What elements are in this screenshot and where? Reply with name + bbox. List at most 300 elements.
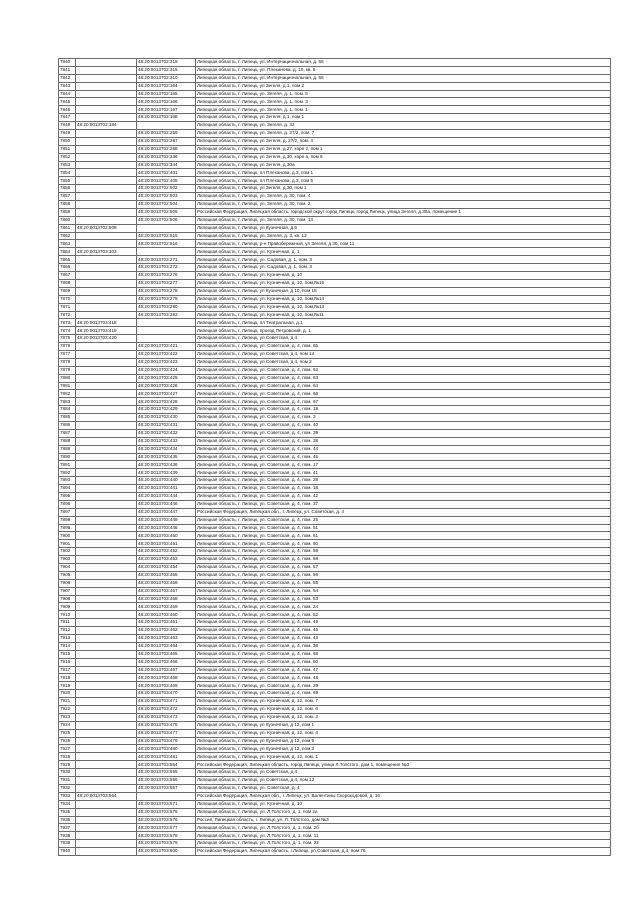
row-number-cell: 7925	[59, 729, 76, 737]
row-number-cell: 7890	[59, 453, 76, 461]
row-number-cell: 7916	[59, 658, 76, 666]
address-cell: Липецкая область, г. Липецк, ул. Зегеля, д. 30, пом. 2	[196, 201, 611, 209]
address-cell: Липецкая область, г. Липецк, ул. Советская, д. 4, пом. 53	[196, 595, 611, 603]
object-number-cell: 48:20:0013703:278	[137, 287, 196, 295]
row-number-cell: 7872	[59, 311, 76, 319]
row-number-cell: 7852	[59, 153, 76, 161]
address-cell: Липецкая область, г. Липецк, ул. Советская, д. 4, пом. 43	[196, 635, 611, 643]
object-number-cell: 48:20:0013703:433	[137, 437, 196, 445]
row-number-cell: 7854	[59, 169, 76, 177]
object-number-cell: 48:20:0013703:444	[137, 492, 196, 500]
row-number-cell: 7935	[59, 808, 76, 816]
parcel-number-cell	[76, 840, 137, 848]
row-number-cell: 7902	[59, 548, 76, 556]
parcel-number-cell	[76, 114, 137, 122]
address-cell: Липецкая область, г. Липецк, ул Зегеля, д.30, корп а, пом 6	[196, 153, 611, 161]
parcel-number-cell	[76, 595, 137, 603]
row-number-cell: 7848	[59, 122, 76, 130]
table-row	[59, 808, 611, 816]
row-number-cell: 7878	[59, 358, 76, 366]
address-cell: Липецкая область, г. Липецк, пл Плеханова, д.3, пом 1	[196, 169, 611, 177]
address-cell: Россия, Липецкая область, г. Липецк, ул. Л. Толстого, дом №3	[196, 816, 611, 824]
address-cell: Липецкая область, г. Липецк, ул. Советская, д. 4, пом. 44	[196, 445, 611, 453]
address-cell: Липецкая область, г. Липецк, ул. Зегеля, д. 1, пом. 5	[196, 90, 611, 98]
address-cell: Липецкая область, г. Липецк, ул. Советская, д. 4, пом. 63	[196, 374, 611, 382]
parcel-number-cell	[76, 137, 137, 145]
parcel-number-cell: 48:20:0013703:419	[76, 327, 137, 335]
table-row	[59, 564, 611, 572]
table-row	[59, 390, 611, 398]
parcel-number-cell	[76, 564, 137, 572]
row-number-cell: 7869	[59, 287, 76, 295]
address-cell: Липецкая область, г. Липецк, ул. Зегеля, д. 30, пом. 13	[196, 216, 611, 224]
object-number-cell: 48:20:0013702:287	[137, 137, 196, 145]
table-row	[59, 485, 611, 493]
object-number-cell: 48:20:0013703:459	[137, 603, 196, 611]
row-number-cell: 7923	[59, 713, 76, 721]
row-number-cell: 7919	[59, 682, 76, 690]
table-row	[59, 358, 611, 366]
parcel-number-cell	[76, 721, 137, 729]
parcel-number-cell	[76, 777, 137, 785]
parcel-number-cell	[76, 216, 137, 224]
table-row	[59, 382, 611, 390]
object-number-cell: 48:20:0013703:555	[137, 769, 196, 777]
row-number-cell: 7859	[59, 208, 76, 216]
parcel-number-cell	[76, 737, 137, 745]
parcel-number-cell	[76, 516, 137, 524]
address-cell: Липецкая область, г. Липецк, ул. Советская, д. 4, пом. 17	[196, 461, 611, 469]
table-row	[59, 682, 611, 690]
row-number-cell: 7911	[59, 619, 76, 627]
table-row	[59, 635, 611, 643]
address-cell: Липецкая область, г. Липецк, ул Советская, д.4	[196, 769, 611, 777]
parcel-number-cell	[76, 729, 137, 737]
row-number-cell: 7871	[59, 303, 76, 311]
table-row	[59, 59, 611, 67]
row-number-cell: 7908	[59, 595, 76, 603]
parcel-number-cell	[76, 106, 137, 114]
table-row	[59, 595, 611, 603]
table-row	[59, 627, 611, 635]
address-cell: Липецкая область, г. Липецк, ул. Советская, д. 4, пом. 36	[196, 642, 611, 650]
object-number-cell: 48:20:0013703:456	[137, 579, 196, 587]
table-row	[59, 445, 611, 453]
object-number-cell	[137, 792, 196, 800]
table-row	[59, 840, 611, 848]
address-cell: Липецкая область, г. Липецк, ул. Зегеля, д. 1, пом. 3	[196, 98, 611, 106]
address-cell: Российская Федерация, Липецкая область, город Липецк, улица Л.Толстого, дом 1, помещение №3	[196, 761, 611, 769]
object-number-cell: 48:20:0013703:576	[137, 816, 196, 824]
table-row	[59, 548, 611, 556]
parcel-number-cell	[76, 193, 137, 201]
table-row	[59, 619, 611, 627]
parcel-number-cell	[76, 485, 137, 493]
table-row	[59, 745, 611, 753]
parcel-number-cell	[76, 437, 137, 445]
object-number-cell: 48:20:0013703:271	[137, 256, 196, 264]
row-number-cell: 7910	[59, 611, 76, 619]
object-number-cell: 48:20:0013702:504	[137, 201, 196, 209]
object-number-cell: 48:20:0013702:503	[137, 193, 196, 201]
object-number-cell: 48:20:0013702:310	[137, 74, 196, 82]
parcel-number-cell	[76, 256, 137, 264]
table-row	[59, 169, 611, 177]
object-number-cell: 48:20:0013703:427	[137, 390, 196, 398]
parcel-number-cell	[76, 232, 137, 240]
table-row	[59, 98, 611, 106]
parcel-number-cell	[76, 311, 137, 319]
table-row	[59, 311, 611, 319]
parcel-number-cell	[76, 453, 137, 461]
table-row	[59, 224, 611, 232]
parcel-number-cell	[76, 556, 137, 564]
parcel-number-cell	[76, 706, 137, 714]
address-cell: Липецкая область, г. Липецк, ул Зегеля, д.30, пом 1	[196, 185, 611, 193]
table-row	[59, 792, 611, 800]
parcel-number-cell	[76, 421, 137, 429]
address-cell: Липецкая область, г. Липецк, ул. Зегеля, д. 27/2, пом. 7	[196, 130, 611, 138]
parcel-number-cell	[76, 208, 137, 216]
parcel-number-cell: 48:20:0013702:184	[76, 122, 137, 130]
address-cell: Липецкая область, г. Липецк, ул. Советская, д. 4, пом. 29	[196, 682, 611, 690]
address-cell: Липецкая область, г. Липецк, ул. Кузнечная, д. 12, пом. 4	[196, 729, 611, 737]
address-cell: Липецкая область, г. Липецк, ул. Садовая, д. 1, пом. 3	[196, 256, 611, 264]
parcel-number-cell: 48:20:0013703:103	[76, 248, 137, 256]
object-number-cell: 48:20:0013703:473	[137, 713, 196, 721]
parcel-number-cell	[76, 350, 137, 358]
parcel-number-cell: 48:20:0013703:420	[76, 335, 137, 343]
parcel-number-cell	[76, 145, 137, 153]
table-row	[59, 737, 611, 745]
parcel-number-cell	[76, 82, 137, 90]
object-number-cell: 48:20:0013702:315	[137, 66, 196, 74]
table-row	[59, 114, 611, 122]
table-row	[59, 540, 611, 548]
address-cell: Липецкая область, г. Липецк, ул. Советская, д. 4, пом. 19	[196, 406, 611, 414]
table-row	[59, 769, 611, 777]
table-row	[59, 130, 611, 138]
address-cell: Липецкая область, г. Липецк, ул. Кузнечная, д. 10	[196, 272, 611, 280]
object-number-cell: 48:20:0013703:578	[137, 832, 196, 840]
object-number-cell: 48:20:0013703:465	[137, 650, 196, 658]
table-row	[59, 571, 611, 579]
parcel-number-cell	[76, 650, 137, 658]
address-cell: Липецкая область, г. Липецк, ул Советская, д 4	[196, 335, 611, 343]
parcel-number-cell	[76, 611, 137, 619]
parcel-number-cell	[76, 492, 137, 500]
address-cell: Липецкая область, г. Липецк, ул. Советская, д. 4, пом. 67	[196, 398, 611, 406]
parcel-number-cell	[76, 469, 137, 477]
row-number-cell: 7920	[59, 690, 76, 698]
address-cell: Липецкая область, г. Липецк, ул. Советская, д. 4, пом. 41	[196, 469, 611, 477]
parcel-number-cell	[76, 445, 137, 453]
row-number-cell: 7898	[59, 516, 76, 524]
address-cell: Липецкая область, г. Липецк, ул Советская, д 4, пом 12	[196, 777, 611, 785]
address-cell: Липецкая область, г. Липецк, ул Советская, д 4, пом 2	[196, 358, 611, 366]
parcel-number-cell	[76, 240, 137, 248]
parcel-number-cell	[76, 406, 137, 414]
row-number-cell: 7845	[59, 98, 76, 106]
row-number-cell: 7897	[59, 508, 76, 516]
address-cell: Липецкая область, г. Липецк, ул. Советская, д. 4, пом. 55	[196, 579, 611, 587]
table-row	[59, 674, 611, 682]
parcel-number-cell	[76, 579, 137, 587]
table-row	[59, 753, 611, 761]
row-number-cell: 7917	[59, 666, 76, 674]
object-number-cell: 48:20:0013702:336	[137, 153, 196, 161]
table-row	[59, 66, 611, 74]
table-row	[59, 777, 611, 785]
table-row	[59, 106, 611, 114]
address-cell: Липецкая область, г. Липецк, р-н Правобережный, ул Зегеля, д.30, пом 11	[196, 240, 611, 248]
object-number-cell: 48:20:0013703:446	[137, 500, 196, 508]
address-cell: Липецкая область, г. Липецк, ул. Советская, д. 4, пом. 62	[196, 366, 611, 374]
object-number-cell: 48:20:0013703:453	[137, 556, 196, 564]
table-row	[59, 185, 611, 193]
object-number-cell	[137, 122, 196, 130]
row-number-cell: 7915	[59, 650, 76, 658]
object-number-cell: 48:20:0013703:575	[137, 808, 196, 816]
address-cell: Липецкая область, г. Липецк, ул. Советская, д. 4, пом. 56	[196, 571, 611, 579]
address-cell: Липецкая область, г. Липецк, ул. Зегеля, д. 32	[196, 122, 611, 130]
table-row	[59, 816, 611, 824]
parcel-number-cell	[76, 130, 137, 138]
address-cell: Липецкая область, г. Липецк, ул. Кузнечная, д. 10, пом.№14	[196, 295, 611, 303]
address-cell: Липецкая область, г. Липецк, ул. Советская, д. 4, пом. 64	[196, 382, 611, 390]
row-number-cell: 7857	[59, 193, 76, 201]
address-cell: Липецкая область, г. Липецк, ул. Интернациональная, д. 56	[196, 74, 611, 82]
object-number-cell: 48:20:0013703:439	[137, 469, 196, 477]
parcel-number-cell	[76, 500, 137, 508]
object-number-cell: 48:20:0013703:455	[137, 571, 196, 579]
row-number-cell: 7922	[59, 706, 76, 714]
address-cell: Липецкая область, г. Липецк, ул. Советская, д. 4, пом. 37	[196, 500, 611, 508]
row-number-cell: 7899	[59, 524, 76, 532]
address-cell: Липецкая область, г. Липецк, ул. Советская, д. 4, пом. 57	[196, 564, 611, 572]
table-row	[59, 414, 611, 422]
table-row	[59, 90, 611, 98]
row-number-cell: 7914	[59, 642, 76, 650]
object-number-cell: 48:20:0013703:449	[137, 516, 196, 524]
object-number-cell: 48:20:0013702:166	[137, 98, 196, 106]
parcel-number-cell	[76, 800, 137, 808]
object-number-cell: 48:20:0013703:422	[137, 350, 196, 358]
object-number-cell: 48:20:0013702:516	[137, 240, 196, 248]
object-number-cell: 48:20:0013702:401	[137, 169, 196, 177]
row-number-cell: 7904	[59, 564, 76, 572]
table-row	[59, 161, 611, 169]
object-number-cell: 48:20:0013703:277	[137, 279, 196, 287]
row-number-cell: 7930	[59, 769, 76, 777]
row-number-cell: 7877	[59, 350, 76, 358]
table-row	[59, 666, 611, 674]
row-number-cell: 7936	[59, 816, 76, 824]
table-row	[59, 492, 611, 500]
row-number-cell: 7929	[59, 761, 76, 769]
table-row	[59, 848, 611, 856]
parcel-number-cell	[76, 816, 137, 824]
row-number-cell: 7865	[59, 256, 76, 264]
row-number-cell: 7889	[59, 445, 76, 453]
parcel-number-cell	[76, 619, 137, 627]
row-number-cell: 7885	[59, 414, 76, 422]
row-number-cell: 7876	[59, 343, 76, 351]
address-cell: Липецкая область, г. Липецк, ул Кузнечная, д 12, пом 1	[196, 721, 611, 729]
object-number-cell: 48:20:0013703:428	[137, 398, 196, 406]
parcel-number-cell	[76, 761, 137, 769]
row-number-cell: 7874	[59, 327, 76, 335]
table-row	[59, 350, 611, 358]
table-row	[59, 508, 611, 516]
address-cell: Липецкая область, г. Липецк, ул. Советская, д. 4, пом. 68	[196, 650, 611, 658]
address-cell: Липецкая область, г. Липецк, ул. Зегеля, д. 3, кв. 12	[196, 232, 611, 240]
table-row	[59, 287, 611, 295]
table-row	[59, 216, 611, 224]
parcel-number-cell	[76, 201, 137, 209]
parcel-number-cell	[76, 169, 137, 177]
table-row	[59, 201, 611, 209]
address-cell: Липецкая область, г. Липецк, ул. Советская, д. 4, пом. 60	[196, 540, 611, 548]
object-number-cell: 48:20:0013703:454	[137, 564, 196, 572]
row-number-cell: 7933	[59, 792, 76, 800]
address-cell: Липецкая область, г. Липецк, ул Кузнечная, д 12, пом 5	[196, 737, 611, 745]
table-row	[59, 82, 611, 90]
object-number-cell: 48:20:0013703:556	[137, 777, 196, 785]
table-row	[59, 690, 611, 698]
row-number-cell: 7896	[59, 500, 76, 508]
parcel-number-cell	[76, 264, 137, 272]
object-number-cell: 48:20:0013703:434	[137, 445, 196, 453]
parcel-number-cell	[76, 374, 137, 382]
row-number-cell: 7855	[59, 177, 76, 185]
parcel-number-cell	[76, 272, 137, 280]
parcel-number-cell	[76, 832, 137, 840]
parcel-number-cell	[76, 429, 137, 437]
row-number-cell: 7926	[59, 737, 76, 745]
address-cell: Липецкая область, г. Липецк, ул. Кузнечная, д. 10	[196, 800, 611, 808]
row-number-cell: 7903	[59, 556, 76, 564]
address-cell: Липецкая область, г. Липецк, ул. Советская, д. 4, пом. 61	[196, 532, 611, 540]
address-cell: Липецкая область, г. Липецк, ул. Советская, д. 4, пом. 58	[196, 556, 611, 564]
address-cell: Липецкая область, г. Липецк, ул. Советская, д. 4, пом. 47	[196, 666, 611, 674]
table-row	[59, 248, 611, 256]
table-row	[59, 532, 611, 540]
row-number-cell: 7927	[59, 745, 76, 753]
row-number-cell: 7870	[59, 295, 76, 303]
table-row	[59, 556, 611, 564]
table-row	[59, 469, 611, 477]
row-number-cell: 7858	[59, 201, 76, 209]
row-number-cell: 7864	[59, 248, 76, 256]
parcel-number-cell	[76, 674, 137, 682]
table-row	[59, 800, 611, 808]
table-row	[59, 429, 611, 437]
address-cell: Липецкая область, г. Липецк, ул. Л.Толстого, д. 1, пом 2а	[196, 808, 611, 816]
table-row	[59, 706, 611, 714]
parcel-number-cell	[76, 532, 137, 540]
object-number-cell: 48:20:0013702:168	[137, 114, 196, 122]
object-number-cell: 48:20:0013703:279	[137, 295, 196, 303]
object-number-cell: 48:20:0013703:571	[137, 800, 196, 808]
table-row	[59, 122, 611, 130]
parcel-number-cell	[76, 784, 137, 792]
parcel-number-cell	[76, 287, 137, 295]
object-number-cell: 48:20:0013703:460	[137, 611, 196, 619]
object-number-cell: 48:20:0013702:515	[137, 232, 196, 240]
registry-rows	[59, 59, 611, 856]
row-number-cell: 7843	[59, 82, 76, 90]
table-row	[59, 335, 611, 343]
parcel-number-cell	[76, 161, 137, 169]
address-cell: Липецкая область, г. Липецк, ул. Советская, д. 4, пом. 48	[196, 674, 611, 682]
address-cell: Липецкая область, г. Липецк, ул. Советская, д. 4, пом. 28	[196, 477, 611, 485]
row-number-cell: 7938	[59, 832, 76, 840]
table-row	[59, 193, 611, 201]
address-cell: Липецкая область, г. Липецк, пл Плеханова, д.3, пом 5	[196, 177, 611, 185]
object-number-cell: 48:20:0013702:405	[137, 177, 196, 185]
object-number-cell: 48:20:0013703:480	[137, 745, 196, 753]
address-cell: Липецкая область, г. Липецк, ул. Советская, д. 4, пом. 54	[196, 587, 611, 595]
address-cell: Липецкая область, г. Липецк, ул. Советская, д. 4, пом. 65	[196, 343, 611, 351]
row-number-cell: 7893	[59, 477, 76, 485]
parcel-number-cell	[76, 690, 137, 698]
table-row	[59, 729, 611, 737]
address-cell: Липецкая область, г. Липецк, ул. Л.Толстого, д. 1, пом. 11	[196, 832, 611, 840]
parcel-number-cell	[76, 824, 137, 832]
address-cell: Российская Федерация, Липецкая обл., г. Липецк, ул. Советская, д. 4	[196, 508, 611, 516]
address-cell: Липецкая область, г. Липецк, ул. Советская, д. 4, пом. 69	[196, 690, 611, 698]
row-number-cell: 7847	[59, 114, 76, 122]
row-number-cell: 7881	[59, 382, 76, 390]
table-row	[59, 240, 611, 248]
parcel-number-cell	[76, 642, 137, 650]
address-cell: Липецкая область, г. Липецк, ул. Советская, д. 4, пом. 51	[196, 524, 611, 532]
row-number-cell: 7913	[59, 635, 76, 643]
parcel-number-cell	[76, 682, 137, 690]
parcel-number-cell	[76, 627, 137, 635]
address-cell: Липецкая область, г. Липецк, ул. Зегеля, д. 1, пом. 1	[196, 106, 611, 114]
row-number-cell: 7940	[59, 848, 76, 856]
row-number-cell: 7860	[59, 216, 76, 224]
parcel-number-cell	[76, 390, 137, 398]
parcel-number-cell	[76, 153, 137, 161]
table-row	[59, 264, 611, 272]
row-number-cell: 7901	[59, 540, 76, 548]
object-number-cell: 48:20:0013702:505	[137, 208, 196, 216]
table-row	[59, 208, 611, 216]
parcel-number-cell	[76, 303, 137, 311]
table-row	[59, 650, 611, 658]
row-number-cell: 7924	[59, 721, 76, 729]
object-number-cell: 48:20:0013703:426	[137, 382, 196, 390]
object-number-cell: 48:20:0013703:441	[137, 485, 196, 493]
address-cell: Липецкая область, г. Липецк, ул. Советская, д. 4, пом. 59	[196, 548, 611, 556]
parcel-number-cell	[76, 587, 137, 595]
row-number-cell: 7851	[59, 145, 76, 153]
table-row	[59, 279, 611, 287]
table-row	[59, 177, 611, 185]
object-number-cell: 48:20:0013702:502	[137, 185, 196, 193]
parcel-number-cell	[76, 66, 137, 74]
object-number-cell: 48:20:0013703:462	[137, 627, 196, 635]
object-number-cell: 48:20:0013703:468	[137, 674, 196, 682]
object-number-cell: 48:20:0013702:344	[137, 161, 196, 169]
table-row	[59, 784, 611, 792]
parcel-number-cell	[76, 540, 137, 548]
address-cell: Липецкая область, г. Липецк, ул. Плеханова, д. 10, кв. 5	[196, 66, 611, 74]
row-number-cell: 7862	[59, 232, 76, 240]
